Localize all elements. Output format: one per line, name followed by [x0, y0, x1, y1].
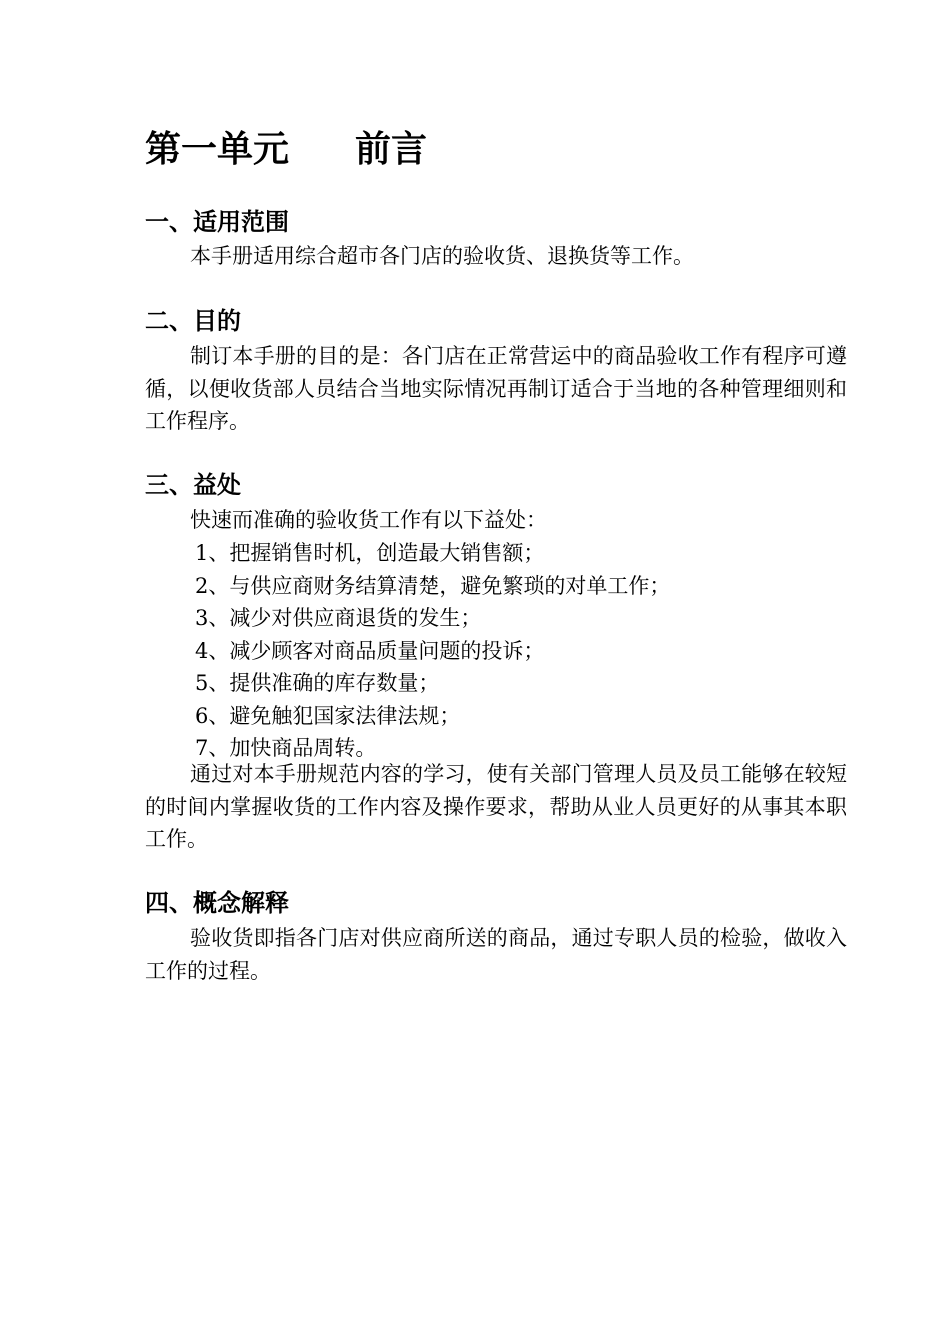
unit-number: 第一单元	[145, 129, 290, 170]
list-item: 2、与供应商财务结算清楚，避免繁琐的对单工作；	[195, 573, 671, 598]
list-item: 4、减少顾客对商品质量问题的投诉；	[195, 638, 545, 663]
concept-paragraph: 验收货即指各门店对供应商所送的商品，通过专职人员的检验，做收入工作的过程。	[145, 926, 847, 983]
list-item: 3、减少对供应商退货的发生；	[195, 606, 482, 630]
unit-title	[145, 128, 427, 172]
section-heading-purpose: 二、目的	[145, 307, 241, 335]
unit-name: 前言	[355, 129, 428, 170]
list-item: 1、把握销售时机，创造最大销售额；	[195, 541, 545, 565]
list-item: 7、加快商品周转。	[195, 736, 377, 760]
list-item: 5、提供准确的库存数量；	[195, 671, 440, 695]
benefits-intro: 快速而准确的验收货工作有以下益处：	[190, 508, 547, 532]
scope-paragraph: 本手册适用综合超市各门店的验收货、退换货等工作。	[190, 244, 694, 268]
purpose-paragraph: 制订本手册的目的是：各门店在正常营运中的商品验收工作有程序可遵循，以便收货部人员结合当地实际情况再制订适合于当地的各种管理细则和工作程序。	[145, 344, 847, 433]
section-heading-benefits: 三、益处	[145, 471, 241, 499]
section-heading-scope: 一、适用范围	[145, 208, 289, 236]
benefits-list	[195, 537, 670, 765]
list-item: 6、避免触犯国家法律法规；	[195, 703, 461, 728]
benefits-closing-paragraph: 通过对本手册规范内容的学习，使有关部门管理人员及员工能够在较短的时间内掌握收货的工作内容及操作要求，帮助从业人员更好的从事其本职工作。	[145, 762, 847, 851]
section-heading-concept: 四、概念解释	[145, 889, 289, 917]
